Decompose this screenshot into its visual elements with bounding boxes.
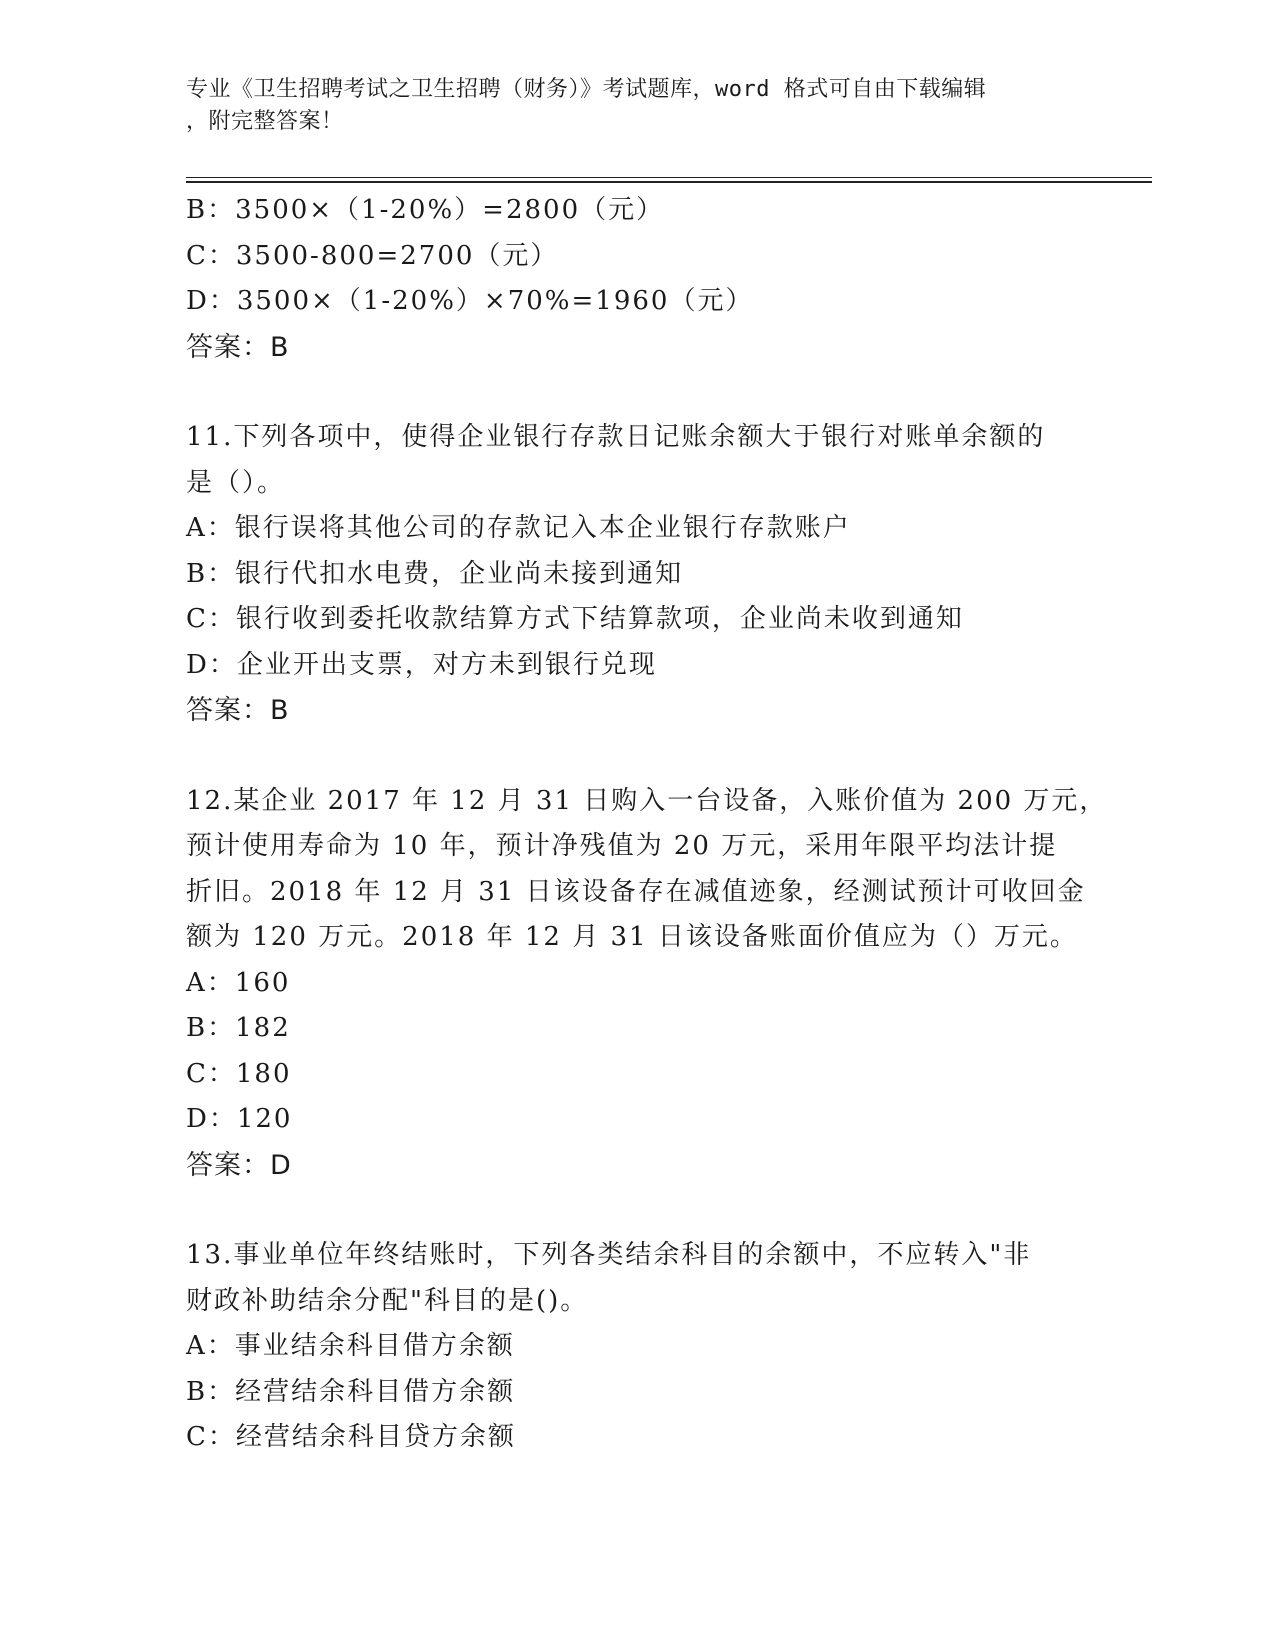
question-stem-line: 额为 120 万元。2018 年 12 月 31 日该设备账面价值应为（）万元。 xyxy=(186,922,1078,952)
option-c: C：3500-800=2700（元） xyxy=(186,240,559,271)
option-a: A：160 xyxy=(186,967,291,998)
question-stem-line: 预计使用寿命为 10 年，预计净残值为 20 万元，采用年限平均法计提 xyxy=(186,831,1058,861)
header-line-2: ，附完整答案！ xyxy=(186,109,344,134)
prev-question xyxy=(186,188,1086,370)
option-a: A：银行误将其他公司的存款记入本企业银行存款账户 xyxy=(186,513,851,543)
answer-line: 答案：D xyxy=(186,1149,292,1181)
answer-line: 答案：B xyxy=(186,331,290,363)
question-stem-line: 13.事业单位年终结账时，下列各类结余科目的余额中，不应转入"非 xyxy=(186,1240,1032,1270)
header-divider xyxy=(186,177,1152,183)
question-content xyxy=(186,188,1108,1461)
option-b: B：经营结余科目借方余额 xyxy=(186,1376,516,1407)
page-header xyxy=(186,74,1066,138)
option-c: C：经营结余科目贷方余额 xyxy=(186,1422,516,1452)
question-stem-line: 是（）。 xyxy=(186,467,286,498)
question-11 xyxy=(186,415,1086,734)
answer-line: 答案：B xyxy=(186,695,290,726)
question-stem-line: 折旧。2018 年 12 月 31 日该设备存在减值迹象，经测试预计可收回金 xyxy=(186,876,1086,907)
option-d: D：企业开出支票，对方未到银行兑现 xyxy=(186,649,657,680)
option-d: D：120 xyxy=(186,1104,293,1134)
option-c: C：银行收到委托收款结算方式下结算款项，企业尚未收到通知 xyxy=(186,604,964,634)
option-c: C：180 xyxy=(186,1058,292,1089)
question-stem-line: 财政补助结余分配"科目的是()。 xyxy=(186,1285,589,1316)
question-13 xyxy=(186,1233,1086,1461)
header-line-1: 专业《卫生招聘考试之卫生招聘（财务）》考试题库，word 格式可自由下载编辑 xyxy=(186,77,987,102)
option-b: B：银行代扣水电费，企业尚未接到通知 xyxy=(186,558,684,589)
option-b: B：182 xyxy=(186,1013,291,1043)
option-d: D：3500×（1-20%）×70%=1960（元） xyxy=(186,286,754,316)
question-12 xyxy=(186,779,1108,1189)
option-b: B：3500×（1-20%）=2800（元） xyxy=(186,195,665,225)
question-stem-line: 11.下列各项中，使得企业银行存款日记账余额大于银行对账单余额的 xyxy=(186,422,1046,452)
question-stem-line: 12.某企业 2017 年 12 月 31 日购入一台设备，入账价值为 200 万元， xyxy=(186,785,1108,816)
option-a: A：事业结余科目借方余额 xyxy=(186,1331,515,1361)
